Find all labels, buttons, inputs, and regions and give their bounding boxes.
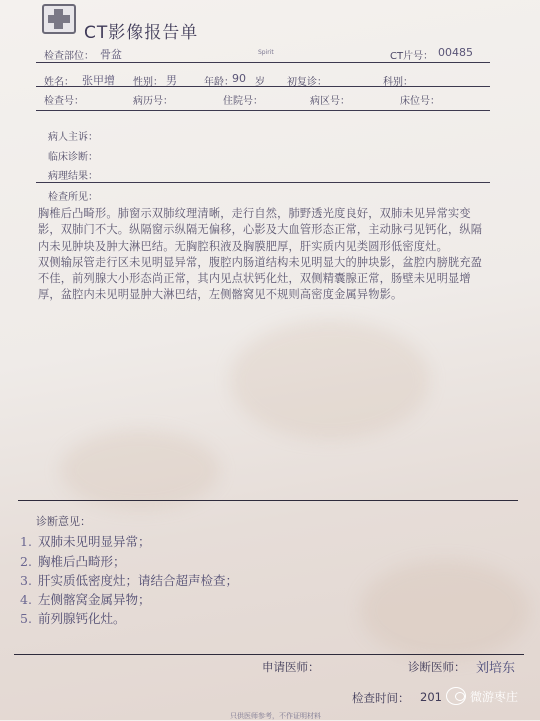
diagnosis-item [20, 590, 320, 608]
diagnosis-item-text: 双肺未见明显异常； [38, 534, 151, 549]
account-watermark [446, 683, 538, 709]
diagnosis-item [20, 609, 320, 627]
ct-no-value: 00485 [438, 46, 473, 59]
complaint-label: 病人主诉： [48, 132, 98, 143]
diagnosis-item-number: 2. [20, 554, 32, 569]
bed-no-label: 床位号： [400, 96, 440, 107]
age-value: 90 [232, 72, 246, 85]
report-title: CT影像报告单 [84, 23, 199, 43]
diagnosing-doctor-label: 诊断医师： [408, 660, 466, 674]
age-unit: 岁 [255, 77, 265, 88]
divider [36, 86, 490, 87]
wechat-icon [446, 687, 466, 705]
diagnosis-item [20, 532, 320, 550]
diagnosis-item [20, 571, 320, 589]
diagnosis-item-number: 4. [20, 592, 32, 607]
divider [36, 62, 490, 63]
diagnosis-item-text: 肝实质低密度灶；请结合超声检查； [38, 573, 239, 588]
exam-time-label: 检查时间： [352, 691, 410, 705]
clinical-diagnosis-label: 临床诊断： [48, 152, 98, 163]
diagnosis-item-text: 左侧髂窝金属异物； [38, 592, 151, 607]
exam-part-value: 骨盆 [100, 48, 122, 61]
pathology-label: 病理结果： [48, 171, 98, 182]
device-name: Spirit [258, 49, 274, 56]
sex-label: 性别： [133, 77, 163, 88]
disclaimer-note: 只供医师参考，不作证明材料 [230, 712, 321, 720]
exam-time-value: 201 [420, 690, 442, 704]
ward-no-label: 病区号： [310, 96, 350, 107]
name-value: 张甲增 [82, 74, 115, 87]
divider [18, 500, 518, 501]
exam-no-label: 检查号： [44, 96, 84, 107]
inpatient-no-label: 住院号： [223, 96, 263, 107]
requesting-doctor-label: 申请医师： [262, 660, 320, 674]
diagnosis-item-text: 胸椎后凸畸形； [38, 554, 126, 569]
ct-no-label: CT片号： [390, 51, 434, 62]
watermark-text: 微游枣庄 [470, 689, 519, 704]
name-label: 姓名： [44, 77, 74, 88]
visit-type-label: 初复诊： [287, 77, 327, 88]
findings-label: 检查所见： [48, 192, 98, 203]
diagnosis-item [20, 552, 320, 570]
diagnosing-doctor-signature: 刘培东 [476, 661, 516, 676]
paper-stain [230, 320, 430, 440]
age-label: 年龄： [204, 77, 234, 88]
divider [36, 182, 490, 183]
paper-stain [60, 430, 220, 510]
divider [36, 110, 490, 111]
divider [14, 654, 524, 655]
diagnosis-item-number: 3. [20, 573, 32, 588]
sex-value: 男 [166, 74, 177, 87]
exam-part-label: 检查部位： [44, 51, 94, 62]
department-label: 科别： [383, 77, 413, 88]
findings-text [38, 206, 488, 304]
paper-stain [360, 560, 530, 660]
diagnosis-item-number: 1. [20, 534, 32, 549]
record-no-label: 病历号： [133, 96, 173, 107]
findings-paragraph: 胸椎后凸畸形。肺窗示双肺纹理清晰，走行自然，肺野透光度良好，双肺未见异常实变影，双肺门不大。纵隔窗示纵隔无偏移，心影及大血管形态正常，主动脉弓见钙化，纵隔内未见肿块及肿大淋巴结。无胸腔积液及胸膜肥厚，肝实质内见类圆形低密度灶。 [38, 207, 483, 253]
diagnosis-item-number: 5. [20, 611, 32, 626]
findings-paragraph: 双侧输尿管走行区未见明显异常，腹腔内肠道结构未见明显大的肿块影，盆腔内膀胱充盈不佳，前列腺大小形态尚正常，其内见点状钙化灶，双侧精囊腺正常，肠壁未见明显增厚，盆腔内未见明显肿大淋巴结，左侧髂窝见不规则高密度金属异物影。 [38, 255, 483, 302]
diagnosis-item-text: 前列腺钙化灶。 [38, 611, 126, 626]
hospital-logo [42, 4, 76, 34]
diagnosis-label: 诊断意见： [36, 515, 91, 528]
